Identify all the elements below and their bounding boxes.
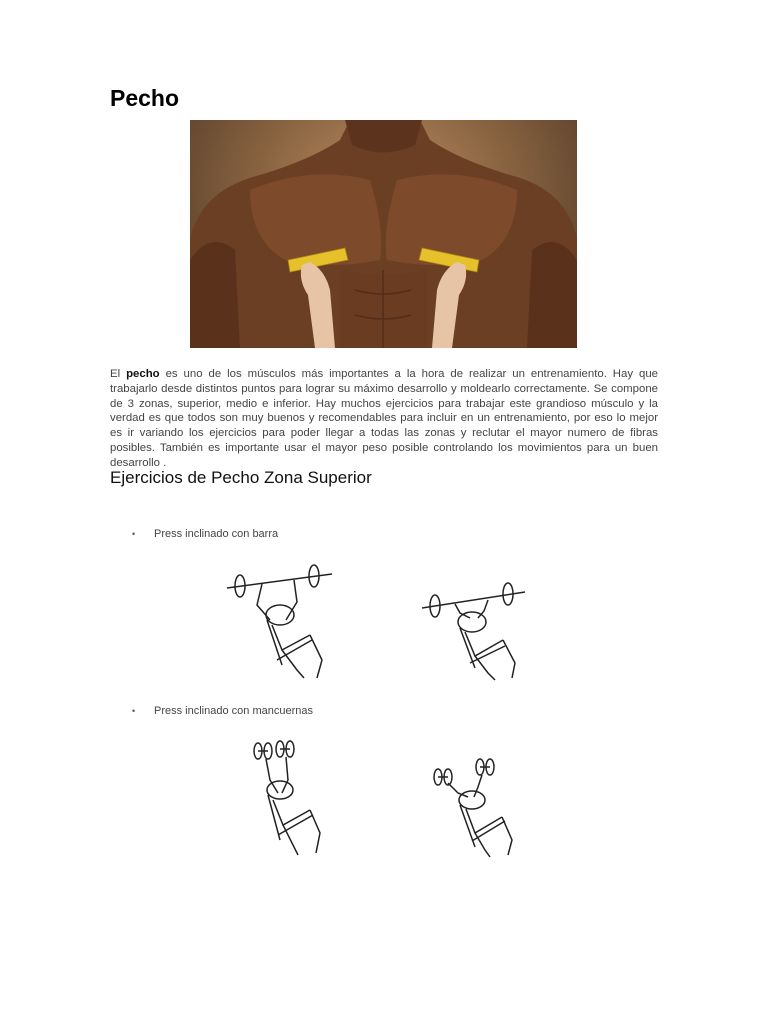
list-item-label: Press inclinado con mancuernas: [154, 705, 313, 717]
list-item-label: Press inclinado con barra: [154, 528, 279, 540]
incline-barbell-press-illustration-1: [222, 560, 342, 685]
list-item-press-barra: [132, 528, 278, 540]
list-item-press-mancuernas: [132, 705, 313, 717]
page-title: Pecho: [110, 85, 180, 111]
bullet-marker: •: [132, 706, 136, 716]
incline-barbell-press-illustration-2: [420, 578, 530, 683]
paragraph-text-rest: es uno de los músculos más importantes a la hora de realizar un entrenamiento. Hay que trabajarlo desde distintos puntos para lograr su máximo desarrollo y moldearlo correctamente. Se compone de 3 zonas, superior, medio e inferior. Hay muchos ejercicios para trabajar este grandioso músculo y la verdad es que todos son muy buenos y recomendables para incluir en un entrenamiento, por eso lo mejor es ir variando los ejercicios para poder llegar a todas las zonas y reclutar el mayor numero de fibras posibles. También es importante usar el mayor peso posible controlando los movimientos para un buen desarrollo .: [110, 368, 658, 469]
paragraph-bold-term: pecho: [126, 368, 160, 380]
incline-dumbbell-press-illustration-1: [248, 735, 338, 860]
paragraph-text-start: El: [110, 368, 127, 380]
chest-photo-illustration: [190, 120, 577, 348]
bullet-marker: •: [132, 529, 136, 539]
intro-paragraph: [110, 367, 658, 471]
chest-measurement-photo: [190, 120, 577, 348]
incline-dumbbell-press-illustration-2: [430, 755, 525, 860]
section-heading: Ejercicios de Pecho Zona Superior: [110, 468, 372, 487]
